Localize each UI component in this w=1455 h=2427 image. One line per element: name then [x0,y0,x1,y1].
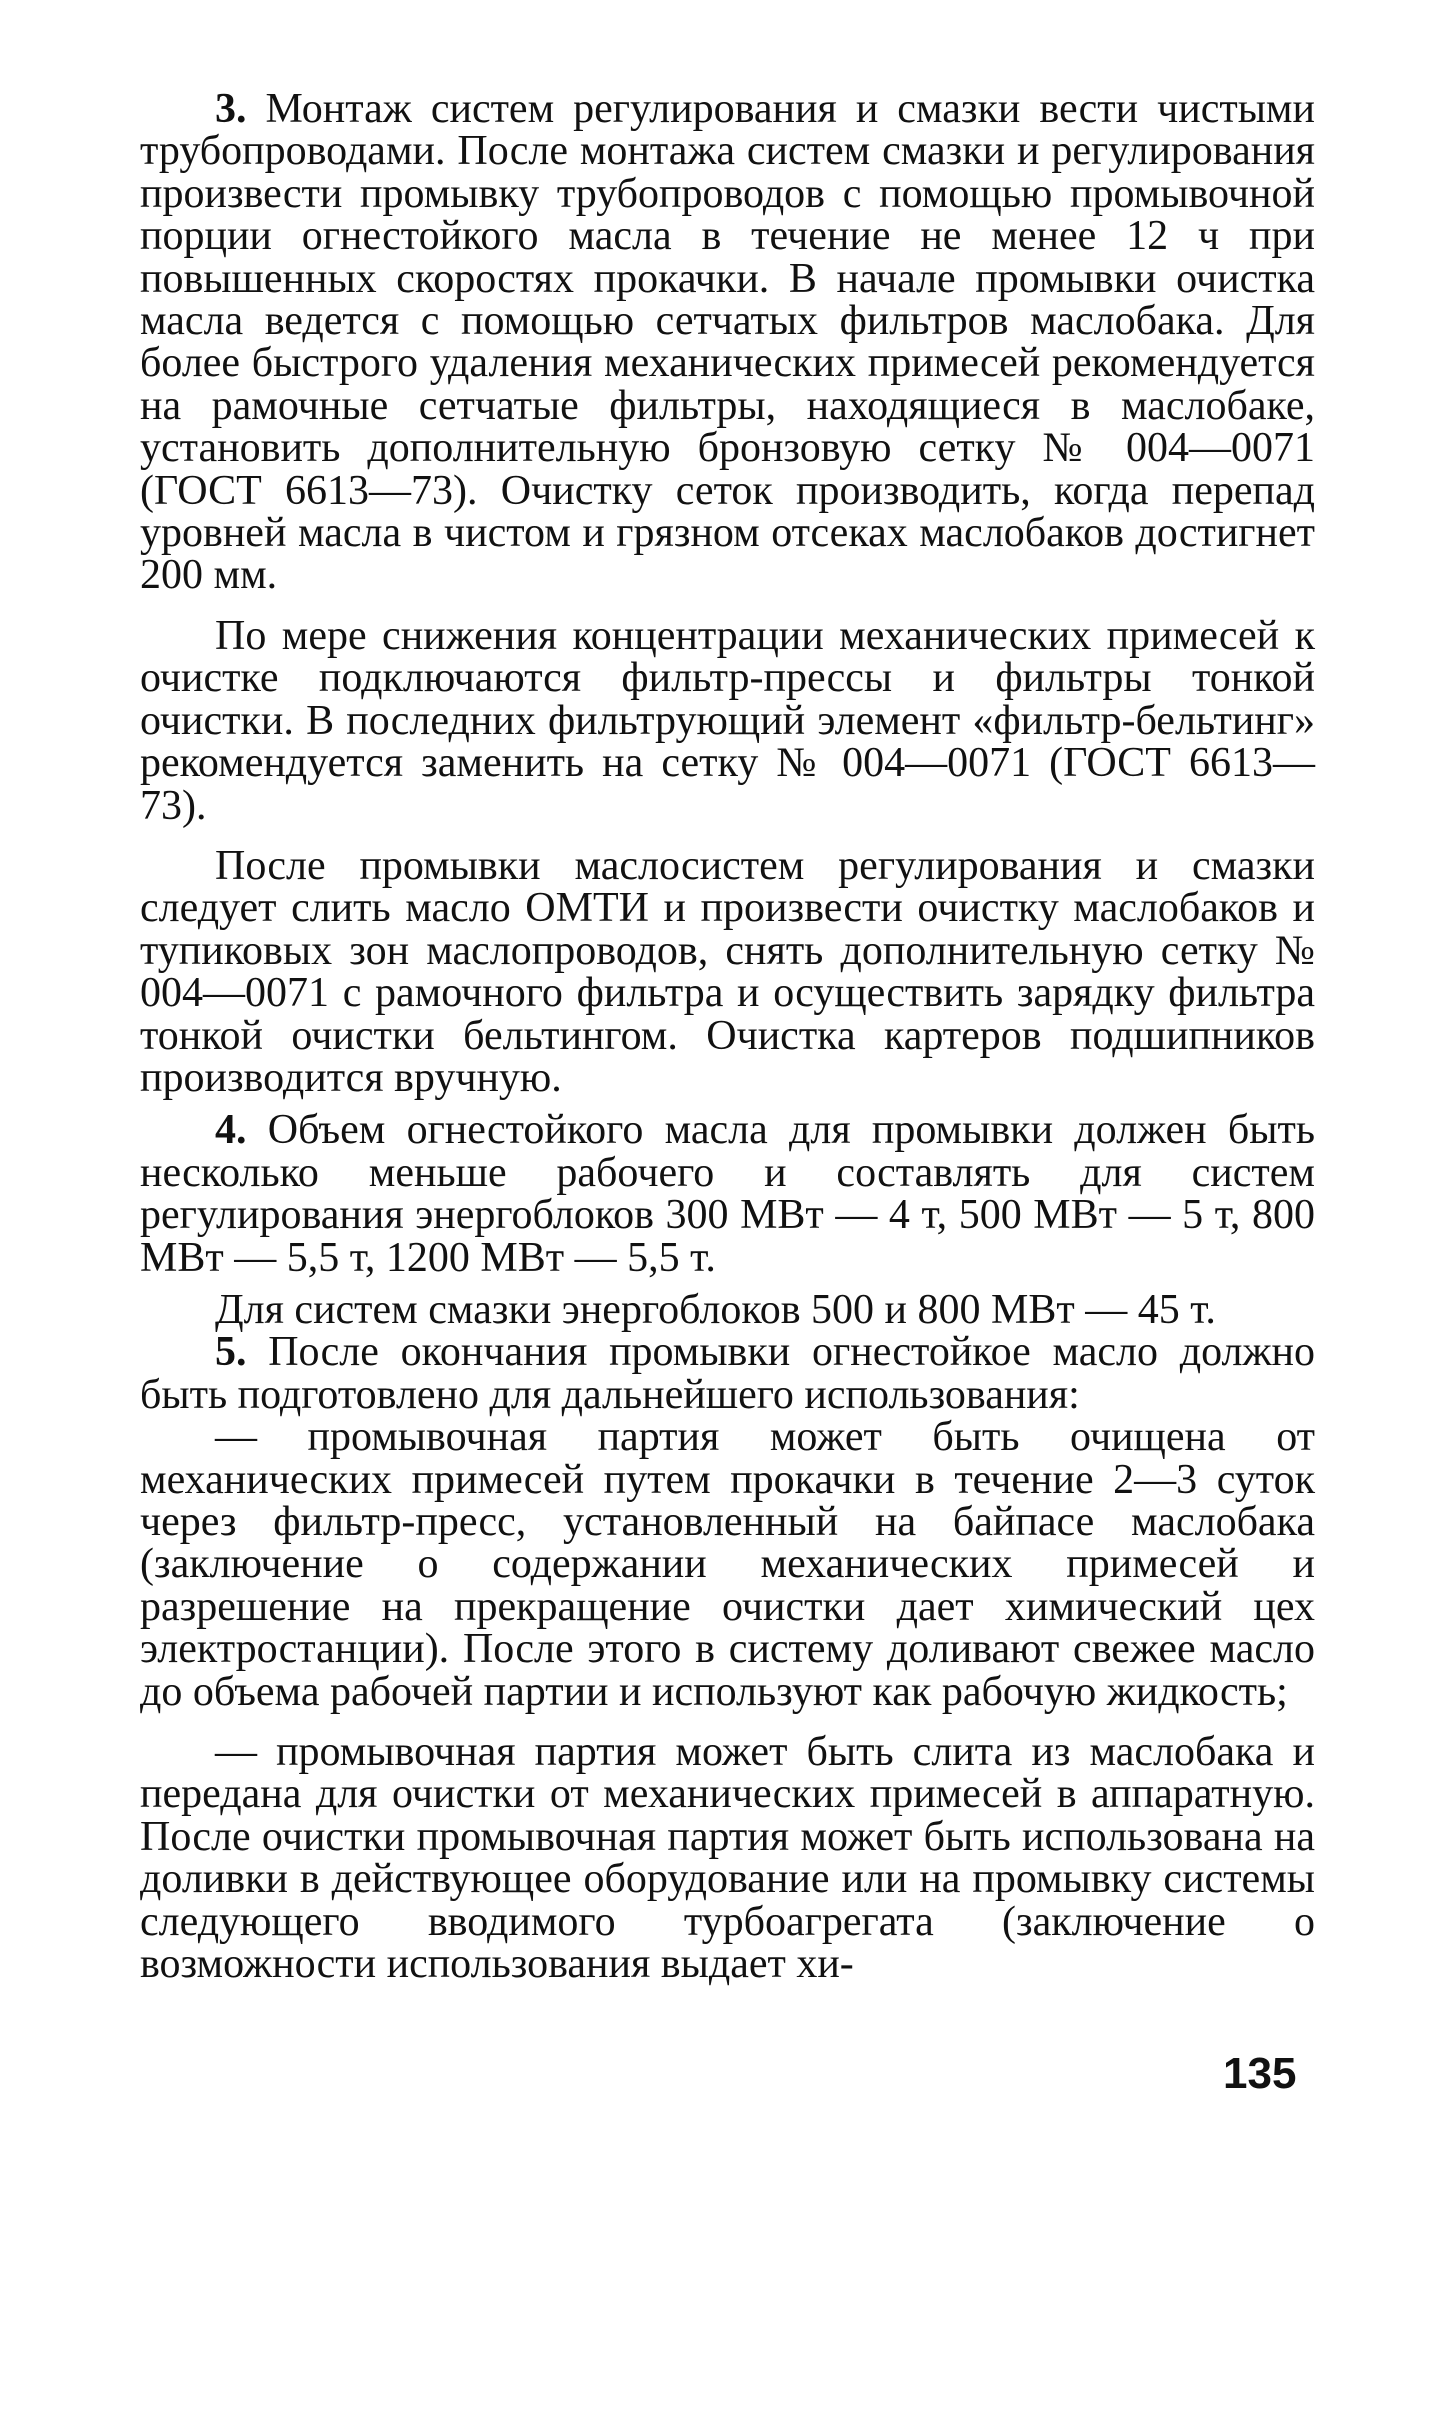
paragraph-3 [140,88,1315,597]
paragraph-5 [140,1331,1315,1416]
paragraph-text: После окончания промывки огнестойкое масло должно быть подготовлено для дальнейшего использования: [140,1329,1315,1418]
paragraph-text: — промывочная партия может быть очищена от механических примесей путем прокачки в течение 2—3 суток через фильтр-пресс, установленный на байпасе маслобака (заключение о содержании механических примесей и разрешение на прекращение очистки дает химический цех электростанции). После этого в систему доливают свежее масло до объема рабочей партии и используют как рабочую жидкость; [140,1414,1315,1715]
paragraph-number: 4. [215,1107,247,1154]
paragraph-option-clean [140,1416,1315,1713]
paragraph-text: После промывки маслосистем регулирования и смазки следует слить масло ОМТИ и произвести очистку маслобаков и тупиковых зон маслопроводов, снять дополнительную сетку № 004—0071 с рамочного фильтра и осуществить зарядку фильтра тонкой очистки бельтингом. Очистка картеров подшипников производится вручную. [140,842,1315,1101]
paragraph-text: По мере снижения концентрации механических примесей к очистке подключаются фильтр-прессы и фильтры тонкой очистки. В последних фильтрующий элемент «фильтр-бельтинг» рекомендуется заменить на сетку № 004—0071 (ГОСТ 6613—73). [140,612,1315,829]
paragraph-after-flushing [140,842,1315,1101]
paragraph-text: Монтаж систем регулирования и смазки вести чистыми трубопроводами. После монтажа систем смазки и регулирования произвести промывку трубопроводов с помощью промывочной порции огнестойкого масла в течение не менее 12 ч при повышенных скоростях прокачки. В начале промывки очистка масла ведется с помощью сетчатых фильтров маслобака. Для более быстрого удаления механических примесей рекомендуется на рамочные сетчатые фильтры, находящиеся в маслобаке, установить дополнительную бронзовую сетку № 004—0071 (ГОСТ 6613—73). Очистку сеток производить, когда перепад уровней масла в чистом и грязном отсеках маслобаков достигнет 200 мм. [140,86,1315,599]
paragraph-lubrication-volume [140,1286,1315,1333]
paragraph-filter-press [140,612,1315,829]
paragraph-text: Для систем смазки энергоблоков 500 и 800 МВт — 45 т. [215,1286,1216,1333]
paragraph-4 [140,1109,1315,1279]
paragraph-number: 3. [215,86,247,132]
paragraph-text: Объем огнестойкого масла для промывки должен быть несколько меньше рабочего и составлять для систем регулирования энергоблоков 300 МВт — 4 т, 500 МВт — 5 т, 800 МВт — 5,5 т, 1200 МВт — 5,5 т. [140,1107,1315,1281]
paragraph-option-drain [140,1729,1315,1988]
paragraph-number: 5. [215,1329,247,1376]
paragraph-text: — промывочная партия может быть слита из маслобака и передана для очистки от механических примесей в аппаратную. После очистки промывочная партия может быть использована на доливки в действующее оборудование или на промывку системы следующего вводимого турбоагрегата (заключение о возможности использования выдает хи- [140,1729,1315,1988]
page-number: 135 [1223,2049,1297,2098]
page-body [140,86,1315,1988]
